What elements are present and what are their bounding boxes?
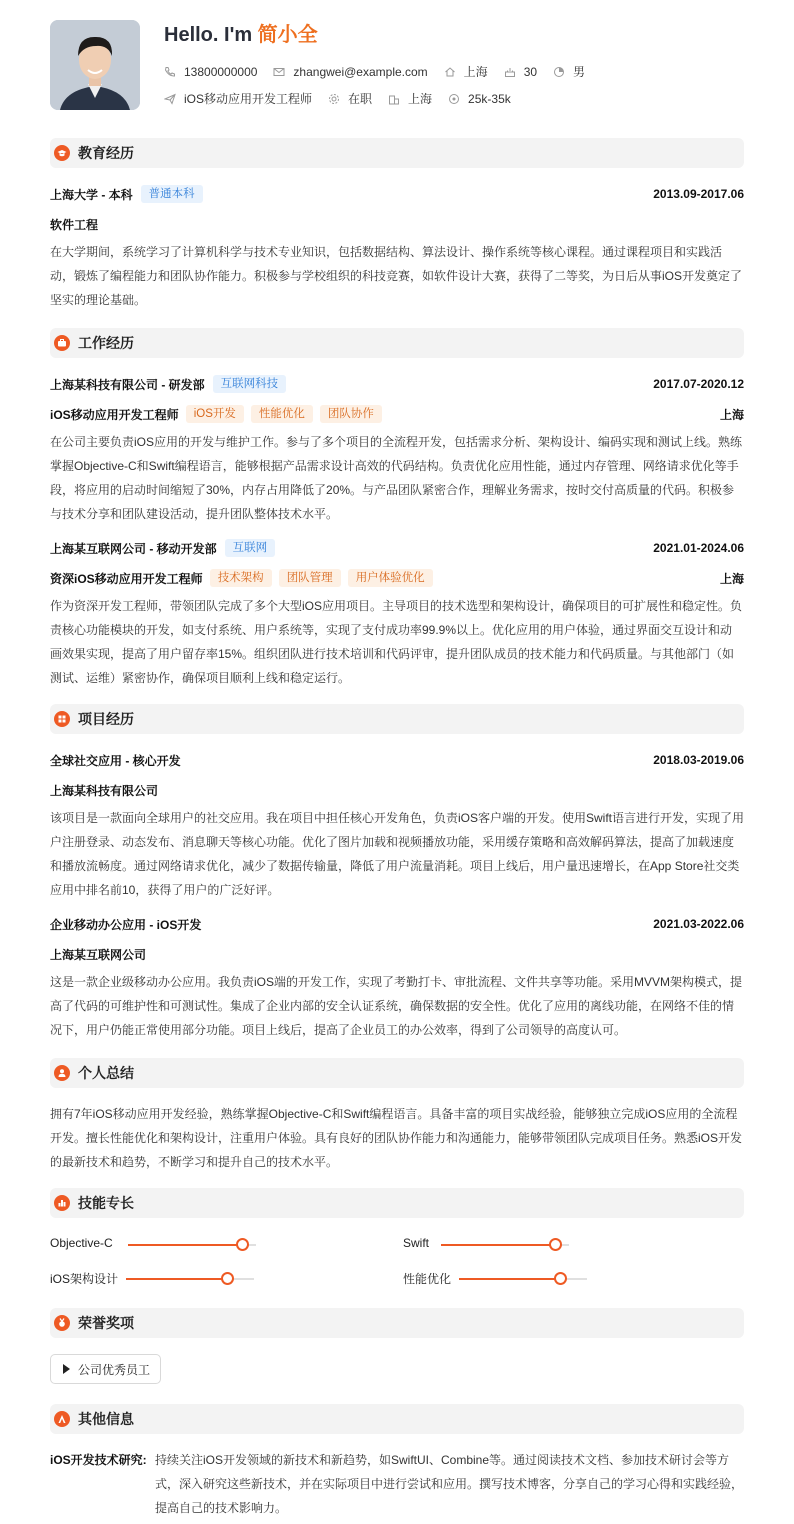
summary-text: 拥有7年iOS移动应用开发经验，熟练掌握Objective-C和Swift编程语言。具备丰富的项目实战经验，能够独立完成iOS应用的全流程开发。擅长性能优化和架构设计，注重用户体验。具有良好的团队协作能力和沟通能力，能够带领团队完成项目任务。熟悉iOS开发的最新技术和趋势，不断学习和提升自己的技术水平。 [50,1107,743,1169]
degree-tag: 普通本科 [141,185,203,203]
bar-chart-icon [54,1195,70,1211]
section-title: 个人总结 [78,1065,134,1081]
major: 软件工程 [50,217,99,232]
skill-tag: 性能优化 [251,405,313,423]
greeting-heading [164,18,318,47]
age-item [504,65,537,79]
skill-label: Swift [403,1236,430,1250]
section-summary [50,1058,744,1088]
job-title: iOS移动应用开发工程师 [50,407,179,422]
other-text: 持续关注iOS开发领域的新技术和新趋势，如SwiftUI、Combine等。通过阅读技术文档、参加技术研讨会等方式，深入研究这些新技术，并在实际项目中进行尝试和应用。撰写技术博客，分享自己的学习心得和实践经验，提高自己的技术影响力。 [155,1453,744,1515]
graduation-cap-icon [54,145,70,161]
mail-icon [273,66,285,78]
phone-value: 13800000000 [184,64,258,79]
section-other [50,1404,744,1434]
work-header [50,539,744,557]
skill-level-knob [221,1272,234,1285]
work-period: 2017.07-2020.12 [653,377,744,391]
section-title: 荣誉奖项 [78,1315,134,1331]
medal-icon [54,1315,70,1331]
user-icon [54,1065,70,1081]
section-projects [50,704,744,734]
salary-value: 25k-35k [468,91,511,106]
coin-icon [448,93,460,105]
work-period: 2021.01-2024.06 [653,541,744,555]
education-header [50,185,744,203]
status-value: 在职 [348,92,373,106]
phone-item [164,65,257,79]
skill-label: iOS架构设计 [50,1272,119,1286]
candidate-name: 简小全 [257,24,318,46]
award-item [50,1354,161,1384]
cake-icon [504,66,516,78]
grid-icon [54,711,70,727]
section-title: 教育经历 [78,145,134,161]
section-education [50,138,744,168]
work-desc: 在公司主要负责iOS应用的开发与维护工作。参与了多个项目的全流程开发，包括需求分析、架构设计、编码实现和测试上线。熟练掌握Objective-C和Swift编程语言，能够根据产品需求设计高效的代码结构。负责优化应用性能，通过内存管理、网络请求优化等手段，将应用的启动时间缩短了30%，内存占用降低了20%。与产品团队紧密合作，理解业务需求，按时交付高质量的代码。积极参与技术分享和团队建设活动，提升团队整体技术水平。 [50,435,743,521]
greeting-text: Hello. I'm [164,24,253,46]
job-target-value: iOS移动应用开发工程师 [184,92,313,106]
phone-icon [164,66,176,78]
project-header [50,751,744,769]
gender-value: 男 [573,65,586,79]
skill-level-knob [554,1272,567,1285]
email-value: zhangwei@example.com [293,64,428,79]
gear-icon [328,93,340,105]
project-org: 上海某科技有限公司 [50,783,159,798]
job-target-item [164,90,312,107]
skill-tag: 团队管理 [279,569,341,587]
skill-level-fill [126,1278,228,1280]
job-line [164,90,527,107]
contact-line [164,63,601,80]
location-item [444,63,488,80]
project-org-row [50,781,744,799]
project-name: 全球社交应用 - 核心开发 [50,753,181,768]
city-item [388,90,432,107]
skill-label: Objective-C [50,1236,113,1250]
building-icon [388,93,400,105]
skill-level-knob [236,1238,249,1251]
send-icon [164,93,176,105]
project-name: 企业移动办公应用 - iOS开发 [50,917,202,932]
work-location: 上海 [719,571,744,586]
skill-tag: 技术架构 [210,569,272,587]
industry-tag: 互联网 [225,539,276,557]
project-period: 2021.03-2022.06 [653,917,744,931]
skill-tag: 用户体验优化 [348,569,433,587]
skill-level-fill [441,1244,556,1246]
industry-tag: 互联网科技 [213,375,287,393]
section-title: 其他信息 [78,1411,134,1427]
project-header [50,915,744,933]
project-period: 2018.03-2019.06 [653,753,744,767]
section-title: 项目经历 [78,711,134,727]
skill-level-knob [549,1238,562,1251]
project-org-row [50,945,744,963]
info-icon [54,1411,70,1427]
gender-icon [553,66,565,78]
award-name: 公司优秀员工 [78,1362,151,1377]
project-org: 上海某互联网公司 [50,947,147,962]
major-row [50,215,744,233]
section-work [50,328,744,358]
skill-level-fill [459,1278,561,1280]
education-desc: 在大学期间，系统学习了计算机科学与技术专业知识，包括数据结构、算法设计、操作系统等核心课程。通过课程项目和实践活动，锻炼了编程能力和团队协作能力。积极参与学校组织的科技竞赛，如软件设计大赛，获得了二等奖，为日后从事iOS开发奠定了坚实的理论基础。 [50,245,743,307]
location-value: 上海 [463,65,488,79]
project-desc: 这是一款企业级移动办公应用。我负责iOS端的开发工作，实现了考勤打卡、审批流程、文件共享等功能。采用MVVM架构模式，提高了代码的可维护性和可测试性。集成了企业内部的安全认证系统，确保数据的安全性。优化了应用的离线功能，在网络不佳的情况下，用户仍能正常使用部分功能。项目上线后，提高了企业员工的办公效率，得到了公司领导的高度认可。 [50,975,743,1037]
skill-tag: 团队协作 [320,405,382,423]
section-title: 技能专长 [78,1195,134,1211]
school-name: 上海大学 - 本科 [50,187,133,202]
project-desc: 该项目是一款面向全球用户的社交应用。我在项目中担任核心开发角色，负责iOS客户端的开发。使用Swift语言进行开发，实现了用户注册登录、动态发布、消息聊天等核心功能。优化了图片加载和视频播放功能，采用缓存策略和高效解码算法，提高了加载速度和播放流畅度。通过网络请求优化，减少了数据传输量，降低了用户流量消耗。项目上线后，用户量迅速增长，在App Store社交类应用中排名前10，获得了用户的广泛好评。 [50,811,745,897]
caret-right-icon [63,1364,70,1374]
section-title: 工作经历 [78,335,134,351]
skill-tag: iOS开发 [186,405,244,423]
work-title-row [50,405,744,423]
avatar [50,20,140,110]
age-value: 30 [523,64,538,79]
briefcase-icon [54,335,70,351]
email-item [273,65,427,79]
home-icon [444,66,456,78]
section-skills [50,1188,744,1218]
company-name: 上海某互联网公司 - 移动开发部 [50,541,217,556]
work-location: 上海 [719,407,744,422]
skill-level-fill [128,1244,243,1246]
work-title-row [50,569,744,587]
work-desc: 作为资深开发工程师，带领团队完成了多个大型iOS应用项目。主导项目的技术选型和架构设计，确保项目的可扩展性和稳定性。负责核心功能模块的开发，如支付系统、用户系统等，实现了支付成功率99.9%以上。优化应用的用户体验，通过界面交互设计和动画效果实现，提高了用户留存率15%。组织团队进行技术培训和代码评审，提升团队成员的技术能力和代码质量。与其他部门（如测试、运维）紧密协作，确保项目顺利上线和稳定运行。 [50,599,743,685]
company-name: 上海某科技有限公司 - 研发部 [50,377,205,392]
gender-item [553,63,585,80]
section-awards [50,1308,744,1338]
status-item [328,90,372,107]
job-title: 资深iOS移动应用开发工程师 [50,571,203,586]
skill-label: 性能优化 [403,1272,452,1286]
work-header [50,375,744,393]
salary-item [448,92,511,106]
other-label: iOS开发技术研究: [50,1453,147,1467]
city-value: 上海 [408,92,433,106]
education-period: 2013.09-2017.06 [653,187,744,201]
